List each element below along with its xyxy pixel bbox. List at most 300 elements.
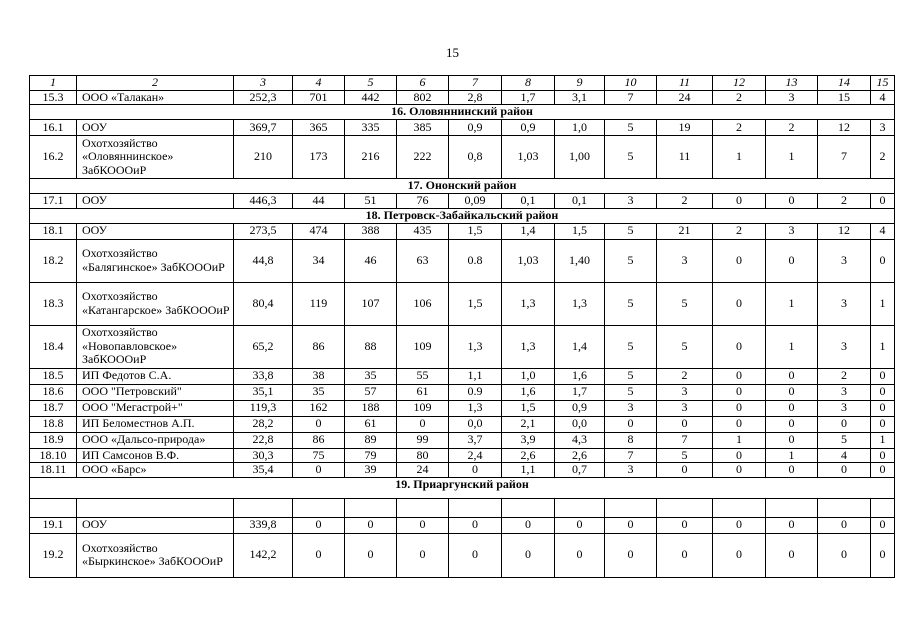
- value-cell: 0: [345, 517, 397, 533]
- value-cell: 0: [449, 533, 502, 577]
- value-cell: 3: [818, 400, 871, 416]
- value-cell: 369,7: [234, 120, 293, 136]
- value-cell: 5: [657, 325, 713, 368]
- column-number-cell: 10: [605, 76, 657, 91]
- table-row: [30, 282, 895, 325]
- blank-cell: [397, 498, 449, 517]
- value-cell: 0: [397, 416, 449, 432]
- blank-cell: [449, 498, 502, 517]
- value-cell: 0: [871, 533, 895, 577]
- value-cell: 7: [657, 432, 713, 448]
- value-cell: 1,4: [502, 223, 555, 239]
- value-cell: 0: [713, 533, 766, 577]
- organization-name-cell: ООУ: [77, 120, 234, 136]
- value-cell: 0: [293, 416, 345, 432]
- blank-cell: [713, 498, 766, 517]
- value-cell: 1,3: [555, 282, 605, 325]
- value-cell: 1: [871, 282, 895, 325]
- value-cell: 1,7: [502, 90, 555, 105]
- value-cell: 3: [818, 282, 871, 325]
- value-cell: 0,8: [449, 136, 502, 179]
- value-cell: 1,03: [502, 136, 555, 179]
- section-title: 18. Петровск-Забайкальский район: [30, 208, 895, 223]
- value-cell: 0: [713, 517, 766, 533]
- value-cell: 442: [345, 90, 397, 105]
- value-cell: 0: [605, 517, 657, 533]
- row-number-cell: 18.6: [30, 384, 77, 400]
- organization-name-cell: ООУ: [77, 223, 234, 239]
- value-cell: 0: [293, 533, 345, 577]
- value-cell: 2: [657, 194, 713, 209]
- value-cell: 109: [397, 400, 449, 416]
- value-cell: 79: [345, 448, 397, 463]
- column-number-cell: 14: [818, 76, 871, 91]
- value-cell: 44,8: [234, 239, 293, 282]
- value-cell: 0: [766, 368, 818, 384]
- blank-cell: [293, 498, 345, 517]
- value-cell: 0: [555, 517, 605, 533]
- value-cell: 2: [713, 223, 766, 239]
- value-cell: 0: [871, 463, 895, 478]
- value-cell: 216: [345, 136, 397, 179]
- row-number-cell: 18.5: [30, 368, 77, 384]
- value-cell: 339,8: [234, 517, 293, 533]
- value-cell: 0: [713, 463, 766, 478]
- blank-cell: [818, 498, 871, 517]
- row-number-cell: 19.1: [30, 517, 77, 533]
- value-cell: 7: [605, 90, 657, 105]
- value-cell: 3: [818, 384, 871, 400]
- value-cell: 1,3: [449, 325, 502, 368]
- value-cell: 5: [605, 239, 657, 282]
- value-cell: 0: [871, 384, 895, 400]
- value-cell: 1,5: [555, 223, 605, 239]
- value-cell: 188: [345, 400, 397, 416]
- value-cell: 0: [657, 533, 713, 577]
- table-row: [30, 384, 895, 400]
- row-number-cell: 18.8: [30, 416, 77, 432]
- value-cell: 86: [293, 325, 345, 368]
- column-number-cell: 4: [293, 76, 345, 91]
- value-cell: 11: [657, 136, 713, 179]
- value-cell: 0,0: [449, 416, 502, 432]
- organization-name-cell: Охотхозяйство «Балягинское» ЗабКОООиР: [77, 239, 234, 282]
- value-cell: 0: [657, 517, 713, 533]
- value-cell: 0: [766, 400, 818, 416]
- value-cell: 0,1: [502, 194, 555, 209]
- value-cell: 0: [766, 533, 818, 577]
- row-number-cell: 18.1: [30, 223, 77, 239]
- row-number-cell: 18.4: [30, 325, 77, 368]
- page-number: 15: [446, 45, 459, 60]
- value-cell: 3: [605, 463, 657, 478]
- value-cell: 107: [345, 282, 397, 325]
- column-number-cell: 11: [657, 76, 713, 91]
- value-cell: 0: [449, 517, 502, 533]
- value-cell: 0: [713, 194, 766, 209]
- value-cell: 1: [766, 136, 818, 179]
- data-table: [29, 75, 895, 578]
- value-cell: 0: [766, 416, 818, 432]
- row-number-cell: 17.1: [30, 194, 77, 209]
- value-cell: 5: [605, 120, 657, 136]
- row-number-cell: 16.1: [30, 120, 77, 136]
- value-cell: 252,3: [234, 90, 293, 105]
- value-cell: 388: [345, 223, 397, 239]
- blank-cell: [605, 498, 657, 517]
- value-cell: 0: [449, 463, 502, 478]
- value-cell: 80,4: [234, 282, 293, 325]
- value-cell: 385: [397, 120, 449, 136]
- value-cell: 35: [293, 384, 345, 400]
- value-cell: 3: [871, 120, 895, 136]
- value-cell: 55: [397, 368, 449, 384]
- value-cell: 0: [397, 517, 449, 533]
- value-cell: 3: [657, 384, 713, 400]
- value-cell: 5: [605, 325, 657, 368]
- row-number-cell: 18.9: [30, 432, 77, 448]
- value-cell: 1,6: [555, 368, 605, 384]
- value-cell: 39: [345, 463, 397, 478]
- column-number-row: [30, 76, 895, 91]
- value-cell: 5: [818, 432, 871, 448]
- value-cell: 61: [397, 384, 449, 400]
- value-cell: 0: [502, 533, 555, 577]
- value-cell: 2: [818, 194, 871, 209]
- value-cell: 15: [818, 90, 871, 105]
- value-cell: 1,3: [502, 282, 555, 325]
- table-row: [30, 533, 895, 577]
- value-cell: 0: [713, 384, 766, 400]
- value-cell: 0: [871, 239, 895, 282]
- value-cell: 5: [605, 282, 657, 325]
- table-row: [30, 120, 895, 136]
- value-cell: 3: [605, 400, 657, 416]
- value-cell: 0: [871, 416, 895, 432]
- row-number-cell: 18.11: [30, 463, 77, 478]
- organization-name-cell: ООО "Петровский": [77, 384, 234, 400]
- value-cell: 1,3: [502, 325, 555, 368]
- value-cell: 19: [657, 120, 713, 136]
- value-cell: 0: [713, 416, 766, 432]
- value-cell: 0,7: [555, 463, 605, 478]
- column-number-cell: 12: [713, 76, 766, 91]
- value-cell: 1,40: [555, 239, 605, 282]
- value-cell: 1,0: [555, 120, 605, 136]
- value-cell: 1,03: [502, 239, 555, 282]
- value-cell: 802: [397, 90, 449, 105]
- value-cell: 335: [345, 120, 397, 136]
- organization-name-cell: Охотхозяйство «Оловяннинское» ЗабКОООиР: [77, 136, 234, 179]
- value-cell: 1,7: [555, 384, 605, 400]
- column-number-cell: 3: [234, 76, 293, 91]
- value-cell: 46: [345, 239, 397, 282]
- table-row: [30, 517, 895, 533]
- value-cell: 61: [345, 416, 397, 432]
- value-cell: 3: [766, 90, 818, 105]
- value-cell: 2,6: [555, 448, 605, 463]
- value-cell: 33,8: [234, 368, 293, 384]
- column-number-cell: 6: [397, 76, 449, 91]
- value-cell: 5: [605, 136, 657, 179]
- value-cell: 0: [818, 463, 871, 478]
- value-cell: 1: [871, 325, 895, 368]
- blank-cell: [234, 498, 293, 517]
- value-cell: 8: [605, 432, 657, 448]
- value-cell: 3,1: [555, 90, 605, 105]
- value-cell: 0: [871, 517, 895, 533]
- value-cell: 0: [605, 533, 657, 577]
- value-cell: 12: [818, 223, 871, 239]
- column-number-cell: 1: [30, 76, 77, 91]
- blank-cell: [657, 498, 713, 517]
- table-row: [30, 223, 895, 239]
- column-number-cell: 13: [766, 76, 818, 91]
- value-cell: 30,3: [234, 448, 293, 463]
- section-header-row: [30, 179, 895, 194]
- organization-name-cell: ИП Беломестнов А.П.: [77, 416, 234, 432]
- value-cell: 119,3: [234, 400, 293, 416]
- table-row: [30, 400, 895, 416]
- value-cell: 4,3: [555, 432, 605, 448]
- value-cell: 1: [766, 448, 818, 463]
- value-cell: 435: [397, 223, 449, 239]
- value-cell: 76: [397, 194, 449, 209]
- value-cell: 99: [397, 432, 449, 448]
- blank-cell: [502, 498, 555, 517]
- organization-name-cell: ИП Федотов С.А.: [77, 368, 234, 384]
- value-cell: 1,0: [502, 368, 555, 384]
- value-cell: 3: [818, 239, 871, 282]
- value-cell: 44: [293, 194, 345, 209]
- value-cell: 75: [293, 448, 345, 463]
- section-title: 19. Приаргунский район: [30, 477, 895, 498]
- table-row: [30, 194, 895, 209]
- value-cell: 35,1: [234, 384, 293, 400]
- blank-cell: [30, 498, 77, 517]
- row-number-cell: 18.3: [30, 282, 77, 325]
- table-row: [30, 463, 895, 478]
- value-cell: 0: [766, 517, 818, 533]
- value-cell: 3: [818, 325, 871, 368]
- organization-name-cell: ООО «Дальсо-природа»: [77, 432, 234, 448]
- row-number-cell: 16.2: [30, 136, 77, 179]
- value-cell: 35: [345, 368, 397, 384]
- table-row: [30, 432, 895, 448]
- value-cell: 1: [766, 282, 818, 325]
- value-cell: 173: [293, 136, 345, 179]
- value-cell: 0,09: [449, 194, 502, 209]
- value-cell: 0: [871, 368, 895, 384]
- value-cell: 24: [397, 463, 449, 478]
- value-cell: 7: [818, 136, 871, 179]
- value-cell: 0,0: [555, 416, 605, 432]
- value-cell: 86: [293, 432, 345, 448]
- row-number-cell: 18.2: [30, 239, 77, 282]
- value-cell: 0: [345, 533, 397, 577]
- column-number-cell: 5: [345, 76, 397, 91]
- value-cell: 0: [818, 533, 871, 577]
- value-cell: 3: [657, 400, 713, 416]
- value-cell: 273,5: [234, 223, 293, 239]
- value-cell: 1: [713, 136, 766, 179]
- row-number-cell: 19.2: [30, 533, 77, 577]
- value-cell: 7: [605, 448, 657, 463]
- blank-cell: [555, 498, 605, 517]
- organization-name-cell: ООО «Талакан»: [77, 90, 234, 105]
- row-number-cell: 18.10: [30, 448, 77, 463]
- value-cell: 5: [605, 368, 657, 384]
- blank-cell: [77, 498, 234, 517]
- value-cell: 142,2: [234, 533, 293, 577]
- value-cell: 80: [397, 448, 449, 463]
- value-cell: 1,1: [449, 368, 502, 384]
- value-cell: 1,6: [502, 384, 555, 400]
- value-cell: 5: [657, 448, 713, 463]
- value-cell: 63: [397, 239, 449, 282]
- value-cell: 4: [871, 90, 895, 105]
- value-cell: 0: [502, 517, 555, 533]
- value-cell: 0: [766, 384, 818, 400]
- organization-name-cell: ИП Самсонов В.Ф.: [77, 448, 234, 463]
- value-cell: 1: [713, 432, 766, 448]
- section-header-row: [30, 105, 895, 120]
- value-cell: 89: [345, 432, 397, 448]
- value-cell: 0: [713, 325, 766, 368]
- value-cell: 5: [605, 223, 657, 239]
- value-cell: 2,6: [502, 448, 555, 463]
- column-number-cell: 8: [502, 76, 555, 91]
- value-cell: 0,9: [555, 400, 605, 416]
- value-cell: 4: [818, 448, 871, 463]
- value-cell: 222: [397, 136, 449, 179]
- value-cell: 1: [766, 325, 818, 368]
- value-cell: 2: [871, 136, 895, 179]
- value-cell: 474: [293, 223, 345, 239]
- value-cell: 701: [293, 90, 345, 105]
- value-cell: 35,4: [234, 463, 293, 478]
- table-row: [30, 325, 895, 368]
- row-number-cell: 15.3: [30, 90, 77, 105]
- value-cell: 1,00: [555, 136, 605, 179]
- value-cell: 0: [713, 282, 766, 325]
- value-cell: 0: [713, 448, 766, 463]
- table-row: [30, 239, 895, 282]
- value-cell: 57: [345, 384, 397, 400]
- table-row: [30, 416, 895, 432]
- value-cell: 0: [766, 432, 818, 448]
- value-cell: 109: [397, 325, 449, 368]
- value-cell: 0.8: [449, 239, 502, 282]
- section-header-row: [30, 208, 895, 223]
- blank-cell: [871, 498, 895, 517]
- value-cell: 0: [397, 533, 449, 577]
- value-cell: 0: [657, 416, 713, 432]
- section-title: 16. Оловяннинский район: [30, 105, 895, 120]
- value-cell: 0: [555, 533, 605, 577]
- value-cell: 3,9: [502, 432, 555, 448]
- value-cell: 2: [657, 368, 713, 384]
- value-cell: 162: [293, 400, 345, 416]
- value-cell: 2,4: [449, 448, 502, 463]
- organization-name-cell: ООУ: [77, 194, 234, 209]
- value-cell: 5: [605, 384, 657, 400]
- value-cell: 12: [818, 120, 871, 136]
- value-cell: 0: [871, 400, 895, 416]
- value-cell: 3: [657, 239, 713, 282]
- value-cell: 0: [713, 239, 766, 282]
- value-cell: 0: [766, 194, 818, 209]
- value-cell: 4: [871, 223, 895, 239]
- value-cell: 2,8: [449, 90, 502, 105]
- value-cell: 119: [293, 282, 345, 325]
- value-cell: 365: [293, 120, 345, 136]
- value-cell: 2: [713, 90, 766, 105]
- value-cell: 1,4: [555, 325, 605, 368]
- value-cell: 3,7: [449, 432, 502, 448]
- value-cell: 0: [293, 463, 345, 478]
- value-cell: 0: [766, 463, 818, 478]
- value-cell: 88: [345, 325, 397, 368]
- value-cell: 51: [345, 194, 397, 209]
- value-cell: 2: [818, 368, 871, 384]
- value-cell: 0: [818, 517, 871, 533]
- value-cell: 446,3: [234, 194, 293, 209]
- organization-name-cell: ООУ: [77, 517, 234, 533]
- table-row: [30, 448, 895, 463]
- value-cell: 0,9: [502, 120, 555, 136]
- column-number-cell: 9: [555, 76, 605, 91]
- value-cell: 3: [766, 223, 818, 239]
- blank-row: [30, 498, 895, 517]
- value-cell: 1,1: [502, 463, 555, 478]
- row-number-cell: 18.7: [30, 400, 77, 416]
- value-cell: 22,8: [234, 432, 293, 448]
- organization-name-cell: ООО "Мегастрой+": [77, 400, 234, 416]
- value-cell: 0: [605, 416, 657, 432]
- value-cell: 1: [871, 432, 895, 448]
- value-cell: 0: [713, 400, 766, 416]
- value-cell: 2: [766, 120, 818, 136]
- value-cell: 2,1: [502, 416, 555, 432]
- value-cell: 38: [293, 368, 345, 384]
- value-cell: 0: [293, 517, 345, 533]
- table-row: [30, 368, 895, 384]
- organization-name-cell: Охотхозяйство «Новопавловское» ЗабКОООиР: [77, 325, 234, 368]
- value-cell: 3: [605, 194, 657, 209]
- column-number-cell: 2: [77, 76, 234, 91]
- organization-name-cell: Охотхозяйство «Катангарское» ЗабКОООиР: [77, 282, 234, 325]
- value-cell: 34: [293, 239, 345, 282]
- value-cell: 1,3: [449, 400, 502, 416]
- value-cell: 65,2: [234, 325, 293, 368]
- value-cell: 0: [871, 194, 895, 209]
- value-cell: 0,9: [449, 120, 502, 136]
- value-cell: 2: [713, 120, 766, 136]
- section-header-row: [30, 477, 895, 498]
- value-cell: 210: [234, 136, 293, 179]
- value-cell: 5: [657, 282, 713, 325]
- column-number-cell: 15: [871, 76, 895, 91]
- value-cell: 1,5: [449, 282, 502, 325]
- value-cell: 0: [871, 448, 895, 463]
- organization-name-cell: Охотхозяйство «Быркинское» ЗабКОООиР: [77, 533, 234, 577]
- column-number-cell: 7: [449, 76, 502, 91]
- value-cell: 24: [657, 90, 713, 105]
- organization-name-cell: ООО «Барс»: [77, 463, 234, 478]
- value-cell: 0: [818, 416, 871, 432]
- value-cell: 1,5: [449, 223, 502, 239]
